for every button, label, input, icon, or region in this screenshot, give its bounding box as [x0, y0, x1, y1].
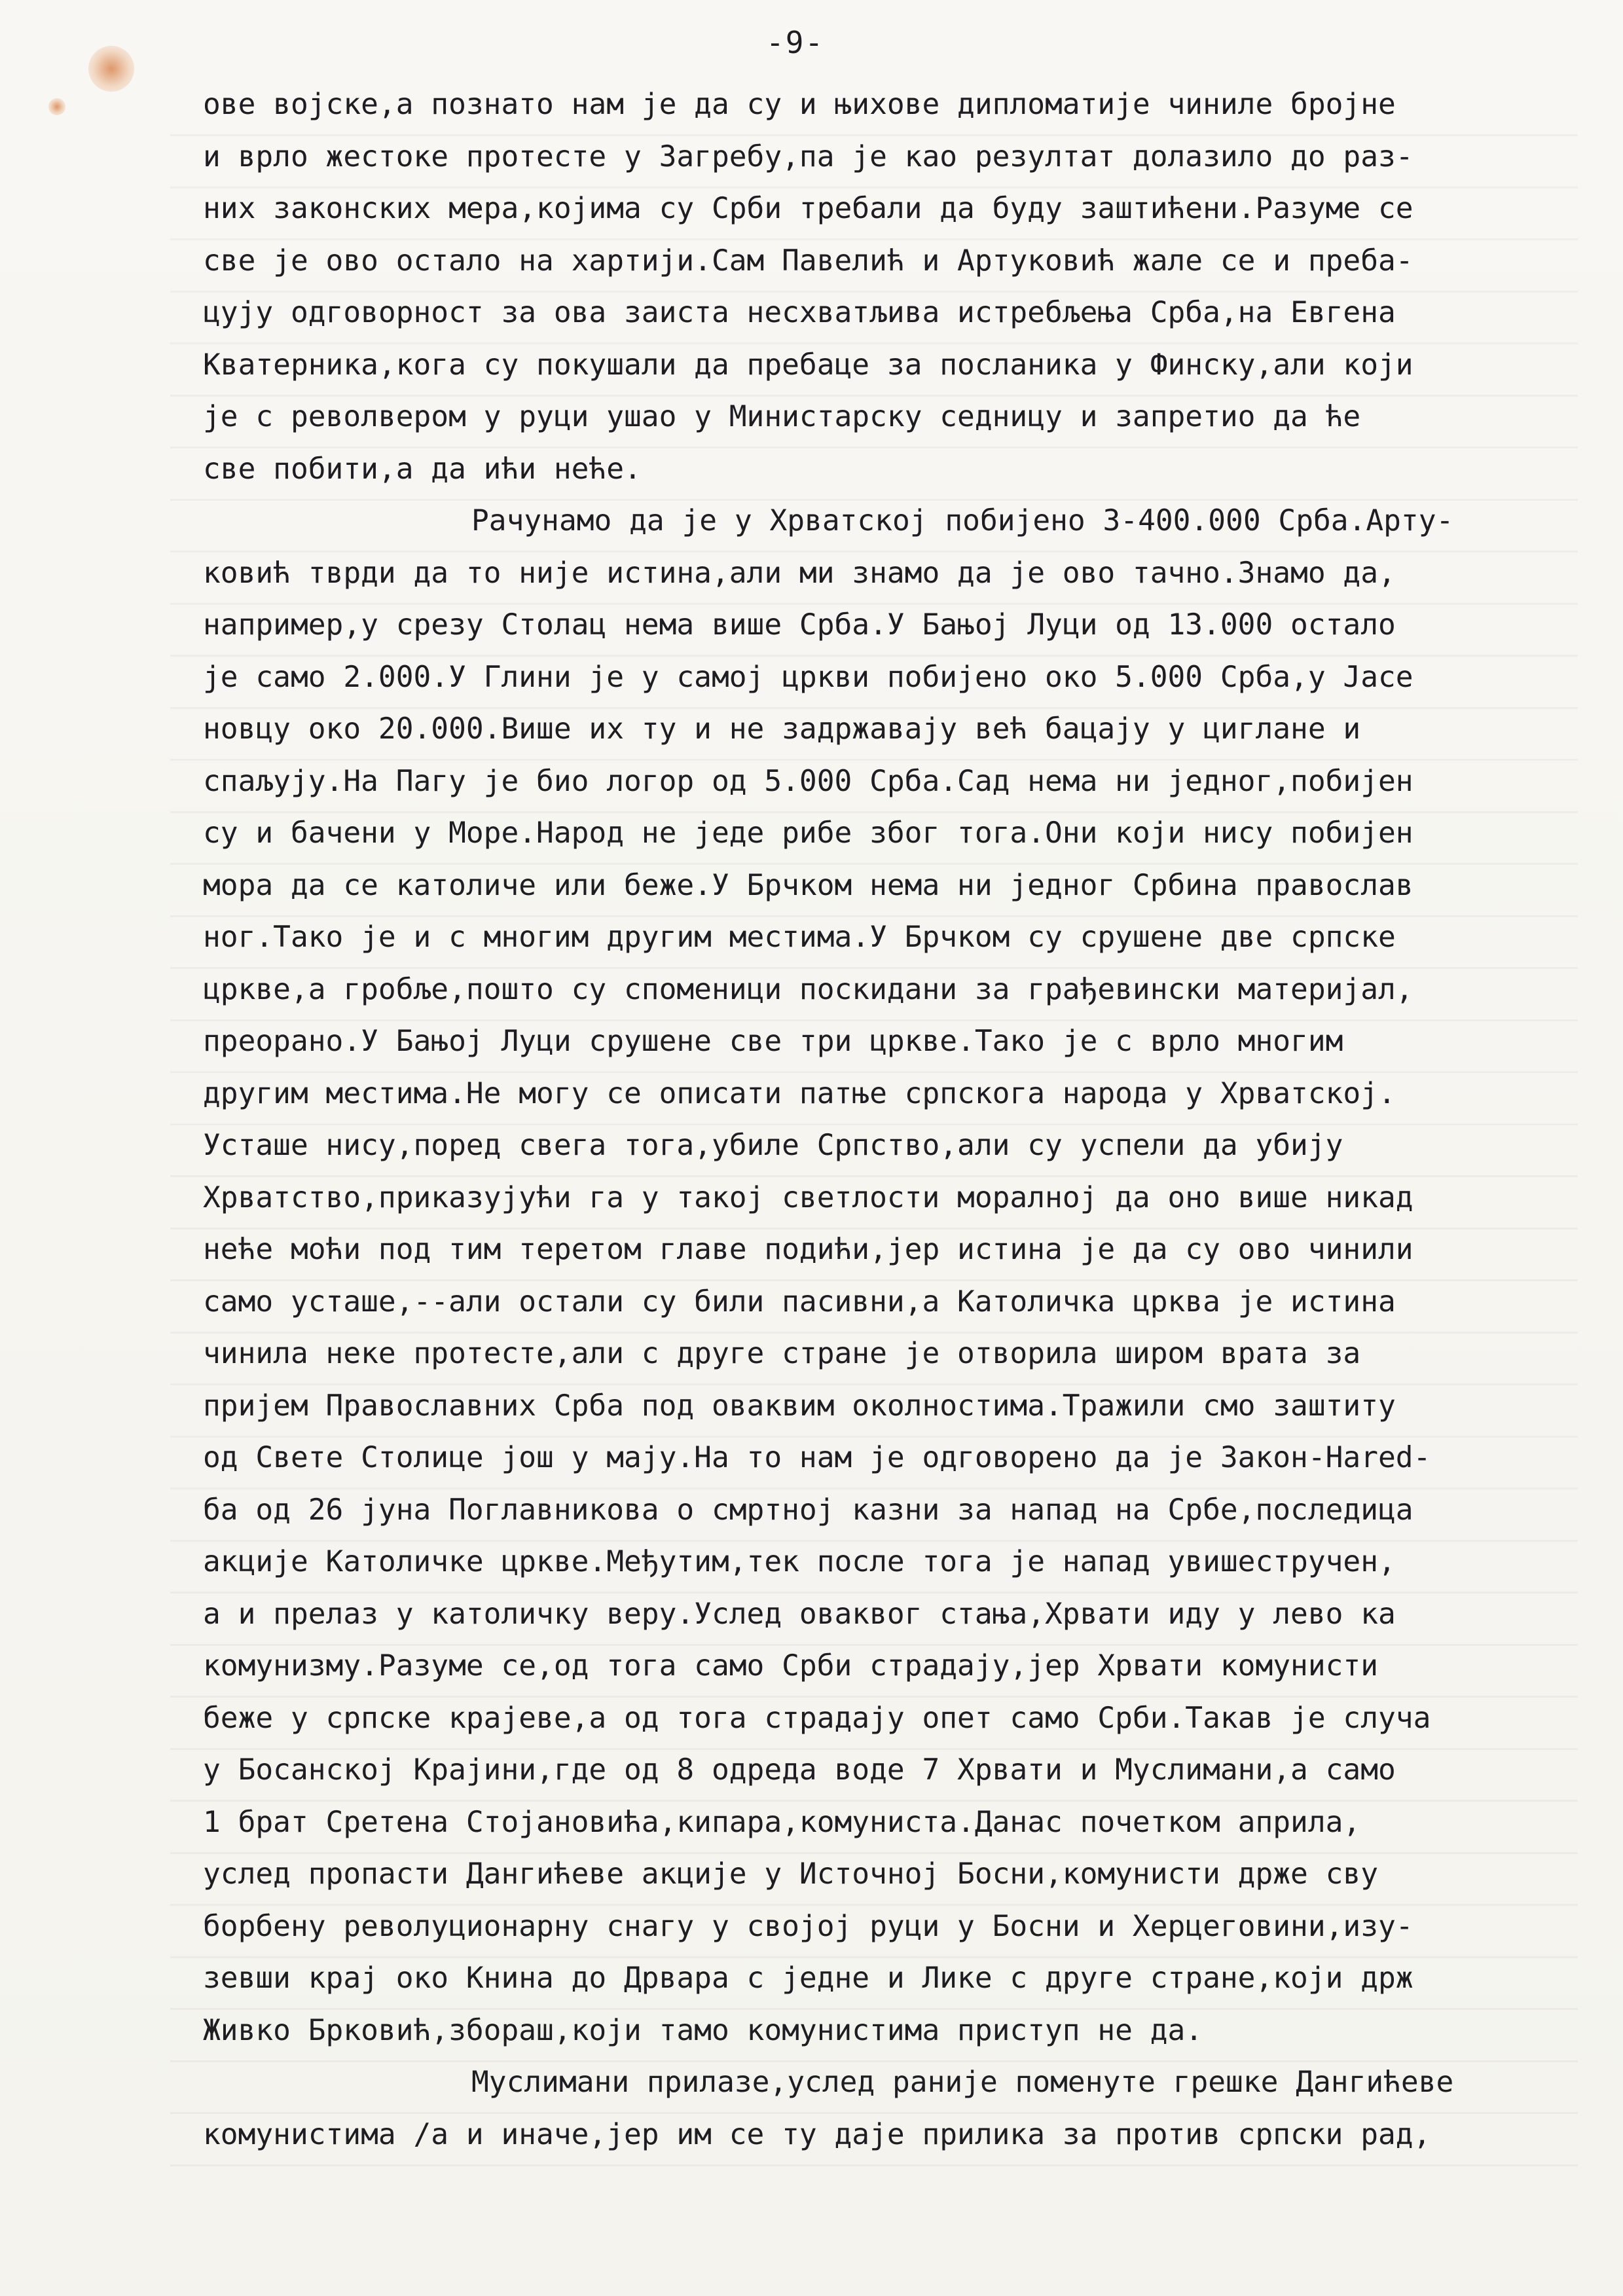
text-line: све је ово остало на хартији.Сам Павелић и Артуковић жале се и преба- — [203, 244, 1413, 278]
text-line: Муслимани прилазе,услед раније поменуте грешке Дангићеве — [471, 2066, 1454, 2099]
text-line: је само 2.000.У Глини је у самој цркви побијено око 5.000 Срба,у Јасе — [203, 660, 1413, 694]
text-line: зевши крај око Книна до Дрвара с једне и Лике с друге стране,који држ — [203, 1961, 1413, 1995]
text-line: само усташе,--али остали су били пасивни,а Католичка црква је истина — [203, 1285, 1396, 1319]
text-line: беже у српске крајеве,а од тога страдају опет само Срби.Такав је случа — [203, 1701, 1431, 1735]
text-line: и врло жестоке протесте у Загребу,па је као резултат долазило до раз- — [203, 139, 1413, 173]
rust-stain-small — [48, 98, 65, 115]
ghost-line — [170, 2164, 1578, 2166]
text-line: у Босанској Крајини,где од 8 одреда воде 7 Хрвати и Муслимани,а само — [203, 1753, 1396, 1787]
text-line: цркве,а гробље,пошто су споменици поскидани за грађевински материјал, — [203, 972, 1413, 1006]
text-line: пријем Православних Срба под оваквим околностима.Тражили смо заштиту — [203, 1389, 1396, 1423]
text-line: акције Католичке цркве.Међутим,тек после тога је напад увишестручен, — [203, 1545, 1396, 1578]
text-line: спаљују.На Пагу је био логор од 5.000 Срба.Сад нема ни једног,побијен — [203, 764, 1413, 798]
page-number: -9- — [766, 25, 825, 60]
text-line: Рачунамо да је у Хрватској побијено 3-400.000 Срба.Арту- — [471, 504, 1454, 538]
text-line: цују одговорност за ова заиста несхватљива истребљења Срба,на Евгена — [203, 296, 1396, 329]
text-line: Хрватство,приказујући га у такој светлости моралној да оно више никад — [203, 1180, 1413, 1214]
text-line: них законских мера,којима су Срби требали да буду заштићени.Разуме се — [203, 192, 1413, 225]
text-line: комунизму.Разуме се,од тога само Срби страдају,јер Хрвати комунисти — [203, 1649, 1379, 1683]
rust-stain — [88, 46, 134, 92]
typewritten-body — [203, 79, 1617, 2160]
text-line: а и прелаз у католичку веру.Услед оваквог стања,Хрвати иду у лево ка — [203, 1597, 1396, 1631]
text-line: ног.Тако је и с многим другим местима.У Брчком су срушене две српске — [203, 920, 1396, 954]
text-line: преорано.У Бањој Луци срушене све три цркве.Тако је с врло многим — [203, 1025, 1343, 1058]
text-line: услед пропасти Дангићеве акције у Источној Босни,комунисти држе сву — [203, 1857, 1379, 1891]
text-line: ове војске,а познато нам је да су и њихове дипломатије чиниле бројне — [203, 88, 1396, 121]
text-line: комунистима /а и иначе,јер им се ту даје прилика за против српски рад, — [203, 2117, 1431, 2151]
text-line: неће моћи под тим теретом главе подићи,јер истина је да су ово чинили — [203, 1233, 1413, 1266]
text-line: Кватерника,кога су покушали да пребаце за посланика у Финску,али који — [203, 348, 1413, 382]
text-line: Живко Брковић,збораш,који тамо комунистима приступ не да. — [203, 2013, 1203, 2047]
text-line: 1 брат Сретена Стојановића,кипара,комуниста.Данас почетком априла, — [203, 1805, 1361, 1839]
text-line: чинила неке протесте,али с друге стране је отворила широм врата за — [203, 1337, 1361, 1370]
text-line: ба од 26 јуна Поглавникова о смртној казни за напад на Србе,последица — [203, 1493, 1413, 1527]
text-line: новцу око 20.000.Више их ту и не задржавају већ бацају у циглане и — [203, 712, 1361, 746]
text-line: од Свете Столице још у мају.На то нам је одговорено да је Закон-Нared- — [203, 1441, 1431, 1474]
text-line: све побити,а да ићи неће. — [203, 452, 642, 486]
text-line: су и бачени у Море.Народ не једе рибе због тога.Они који нису побијен — [203, 816, 1413, 850]
text-line: је с револвером у руци ушао у Министарску седницу и запретио да ће — [203, 400, 1361, 433]
text-line: борбену револуционарну снагу у својој руци у Босни и Херцеговини,изу- — [203, 1909, 1413, 1943]
text-line: мора да се католиче или беже.У Брчком нема ни једног Србина православ — [203, 868, 1413, 902]
text-line: Усташе нису,поред свега тога,убиле Српство,али су успели да убију — [203, 1129, 1343, 1162]
text-line: другим местима.Не могу се описати патње српскога народа у Хрватској. — [203, 1076, 1396, 1110]
text-line: ковић тврди да то није истина,али ми знамо да је ово тачно.Знамо да, — [203, 556, 1396, 590]
text-line: например,у срезу Столац нема више Срба.У Бањој Луци од 13.000 остало — [203, 608, 1396, 642]
